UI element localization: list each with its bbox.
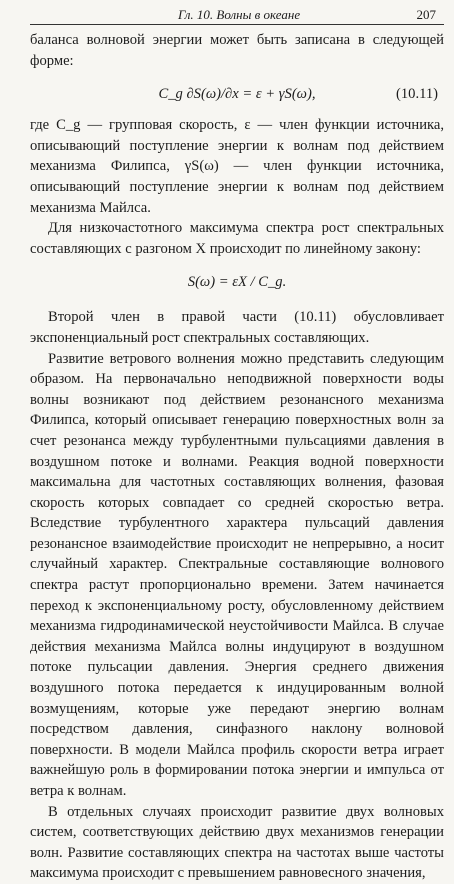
equation-text: C_g ∂S(ω)/∂x = ε + γS(ω), [158, 86, 316, 103]
equation-number: (10.11) [395, 86, 438, 103]
paragraph-4: Второй член в правой части (10.11) обусловливает экспоненциальный рост спектральных составляющих. [30, 309, 444, 346]
paragraph-5: Развитие ветрового волнения можно представить следующим образом. На первоначально неподвижной поверхности воды волны возникают под действием резонансного механизма Филипса, который описывает генерацию поверхностных волн за счет резонанса между турбулентными пульсациями давления в воздушном потоке и волнами. Реакция водной поверхности максимальна для частотных составляющих волнения, фазовая скорость которых совпадает со средней скоростью ветра. Вследствие турбулентного характера пульсаций давления резонансное взаимодействие происходит не непрерывно, а носит случайный характер. Спектральные составляющие волнового спектра растут пропорционально времени. Затем начинается переход к экспоненциальному росту, обусловленному действием механизма гидродинамической неустойчивости Майлса. В случае действия механизма Майлса волны индуцируют в воздушном потоке пульсации давления. Энергия среднего движения воздушного потока передается к индуцированным волной возмущениям, которые уже передают энергию волнам посредством давления, синфазного наклону волновой поверхности. В модели Майлса профиль скорости ветра играет важнейшую роль в формировании потока энергии и импульса от ветра к волнам. [30, 350, 444, 799]
paragraph-2: где C_g — групповая скорость, ε — член функции источника, описывающий поступление энергии к волнам под действием механизма Филипса, γS(ω) — член функции источника, описывающий поступление энергии к волнам под действием механизма Майлса. [30, 117, 444, 216]
page-number: 207 [416, 7, 436, 22]
equation-linear-growth [30, 261, 444, 303]
paragraph-3: Для низкочастотного максимума спектра рост спектральных составляющих с разгоном X происходит по линейному закону: [30, 220, 444, 257]
paragraph-6: В отдельных случаях происходит развитие двух волновых систем, соответствующих действию двух механизмов генерации волн. Развитие составляющих спектра на частотах выше частоты максимума происходит с превышением равновесного значения, [30, 803, 444, 882]
page-body [30, 30, 444, 884]
running-header [30, 6, 444, 25]
equation-10-11 [30, 77, 444, 111]
paragraph-1: баланса волновой энергии может быть записана в следующей форме: [30, 32, 444, 69]
chapter-title: Гл. 10. Волны в океане [178, 7, 301, 22]
equation-text: S(ω) = εX / C_g. [187, 274, 287, 291]
